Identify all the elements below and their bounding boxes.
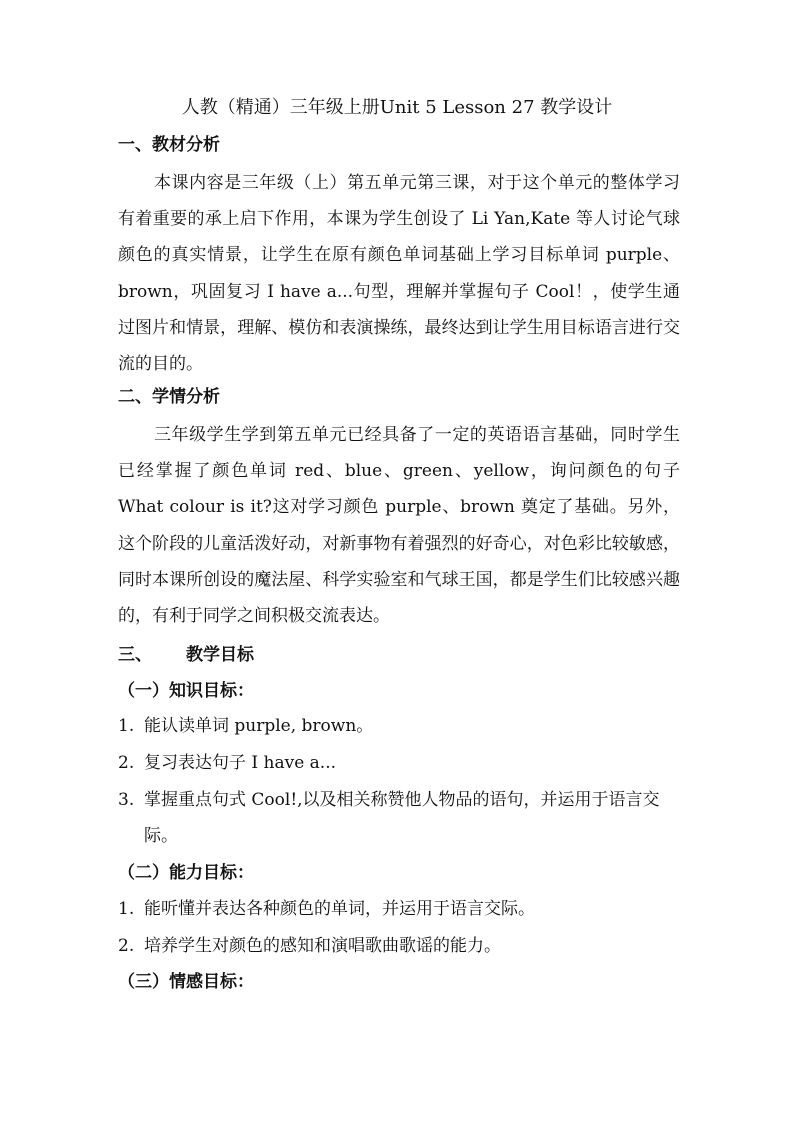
paragraph-student-analysis: 三年级学生学到第五单元已经具备了一定的英语语言基础，同时学生已经掌握了颜色单词 red、blue、green、yellow，询问颜色的句子 What colour is it?这对学习颜色 purple、brown 奠定了基础。另外，这个阶段的儿童活泼好动，对新事物有着强烈的好奇心，对色彩比较敏感，同时本课所创设的魔法屋、科学实验室和气球王国，都是学生们比较感兴趣的，有利于同学之间积极交流表达。 <box>118 425 680 627</box>
subheading-emotional-goals: （三）情感目标： <box>118 972 254 992</box>
subheading-ability-goals: （二）能力目标： <box>118 863 254 883</box>
list-item-number: 3. <box>118 790 135 810</box>
list-item <box>118 891 680 927</box>
list-item <box>118 745 680 781</box>
document-title: 人教（精通）三年级上册Unit 5 Lesson 27 教学设计 <box>181 97 613 118</box>
list-item-text: 复习表达句子 I have a... <box>144 753 337 773</box>
paragraph-textbook-analysis: 本课内容是三年级（上）第五单元第三课，对于这个单元的整体学习有着重要的承上启下作用，本课为学生创设了 Li Yan,Kate 等人讨论气球颜色的真实情景，让学生在原有颜色单词基础上学习目标单词 purple、brown，巩固复习 I have a...句型，理解并掌握句子 Cool！，使学生通过图片和情景，理解、模仿和表演操练，最终达到让学生用目标语言进行交流的目的。 <box>118 173 680 375</box>
list-item-number: 2. <box>118 753 135 773</box>
list-item-text: 掌握重点句式 Cool!,以及相关称赞他人物品的语句，并运用于语言交际。 <box>144 790 660 846</box>
list-item-text: 培养学生对颜色的感知和演唱歌曲歌谣的能力。 <box>144 936 501 956</box>
section-heading-teaching-goals <box>118 642 254 668</box>
list-item-number: 2. <box>118 936 135 956</box>
section-heading-number: 三、 <box>118 645 152 665</box>
list-item-number: 1. <box>118 716 135 736</box>
list-item-text: 能听懂并表达各种颜色的单词，并运用于语言交际。 <box>144 899 535 919</box>
section-heading-text: 教学目标 <box>186 645 254 665</box>
list-item <box>118 782 680 854</box>
list-item <box>118 708 680 744</box>
list-item-number: 1. <box>118 899 135 919</box>
list-item-text: 能认读单词 purple, brown。 <box>144 716 374 736</box>
list-item <box>118 928 680 964</box>
section-heading-student-analysis: 二、学情分析 <box>118 387 220 407</box>
section-heading-textbook-analysis: 一、教材分析 <box>118 135 220 155</box>
subheading-knowledge-goals: （一）知识目标： <box>118 681 254 701</box>
